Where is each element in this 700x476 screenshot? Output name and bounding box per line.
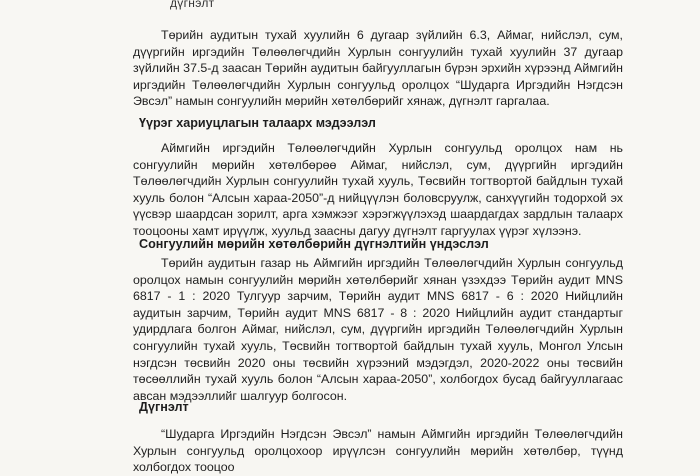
basis-paragraph: Төрийн аудитын газар нь Аймгийн иргэдийн Төлөөлөгчдийн Хурлын сонгуульд оролцох намын сонгуулийн мөрийн хөтөлбөрийг хянан үзэхдээ Төрийн аудит MNS 6817 - 1 : 2020 Тулгуур зарчим, Төрийн аудит MNS 6817 - 6 : 2020 Нийцлийн аудитын зарчим, Төрийн аудит MNS 6817 - 8 : 2020 Нийцлийн аудит стандартыг удирдлага болгон Аймаг, нийслэл, сум, дүүргийн иргэдийн Төлөөлөгчдийн Хурлын сонгуулийн тухай хууль, Төсвийн тогтвортой байдлын тухай хууль, Монгол Улсын нэгдсэн төсвийн 2020 оны төсвийн хүрээний мэдэгдэл, 2020-2022 оны төсвийн төсөөллийн тухай хууль болон “Алсын хараа-2050”, холбогдох бусад байгууллагаас авсан мэдээллийг шалгуур болгосон. — [133, 256, 623, 403]
intro-paragraph: Төрийн аудитын тухай хуулийн 6 дугаар зүйлийн 6.3, Аймаг, нийслэл, сум, дүүргийн иргэдийн Төлөөлөгчдийн Хурлын сонгуулийн тухай хуулийн 37 дугаар зүйлийн 37.5-д заасан Төрийн аудитын байгууллагын бүрэн эрхийн хүрээнд Аймгийн иргэдийн Төлөөлөгчдийн Хурлын сонгуульд оролцох “Шударга Иргэдийн Нэгдсэн Эвсэл” намын сонгуулийн мөрийн хөтөлбөрийг хянаж, дүгнэлт гаргалаа. — [133, 28, 623, 109]
responsibility-paragraph: Аймгийн иргэдийн Төлөөлөгчдийн Хурлын сонгуульд оролцох нам нь сонгуулийн мөрийн хөтөлбөрөө Аймаг, нийслэл, сум, дүүргийн иргэдийн Төлөөлөгчдийн Хурлын сонгуулийн тухай хууль, Төсвийн тогтвортой байдлын тухай хууль болон “Алсын хараа-2050”-д нийцүүлэн боловсруулж, санхүүгийн тодорхой эх үүсвэр шаардсан зорилт, арга хэмжээг хэрэгжүүлэхэд шаардагдах зардлын талаарх тооцооны хамт ирүүлж, хуульд заасны дагуу дүгнэлт гаргуулах үүрэг хүлээнэ. — [133, 141, 623, 238]
basis-heading: Сонгуулийн мөрийн хөтөлбөрийн дүгнэлтийн үндэслэл — [139, 237, 489, 251]
responsibility-heading: Үүрэг хариуцлагын талаарх мэдээлэл — [139, 116, 376, 130]
conclusion-heading: Дүгнэлт — [139, 400, 189, 414]
top-cut-text: дүгнэлт — [170, 0, 215, 10]
conclusion-paragraph: “Шударга Иргэдийн Нэгдсэн Эвсэл” намын Аймгийн иргэдийн Төлөөлөгчдийн Хурлын сонгуульд оролцохоор ирүүлсэн сонгуулийн мөрийн хөтөлбөр, түүнд холбогдох тооцоо — [133, 427, 623, 475]
